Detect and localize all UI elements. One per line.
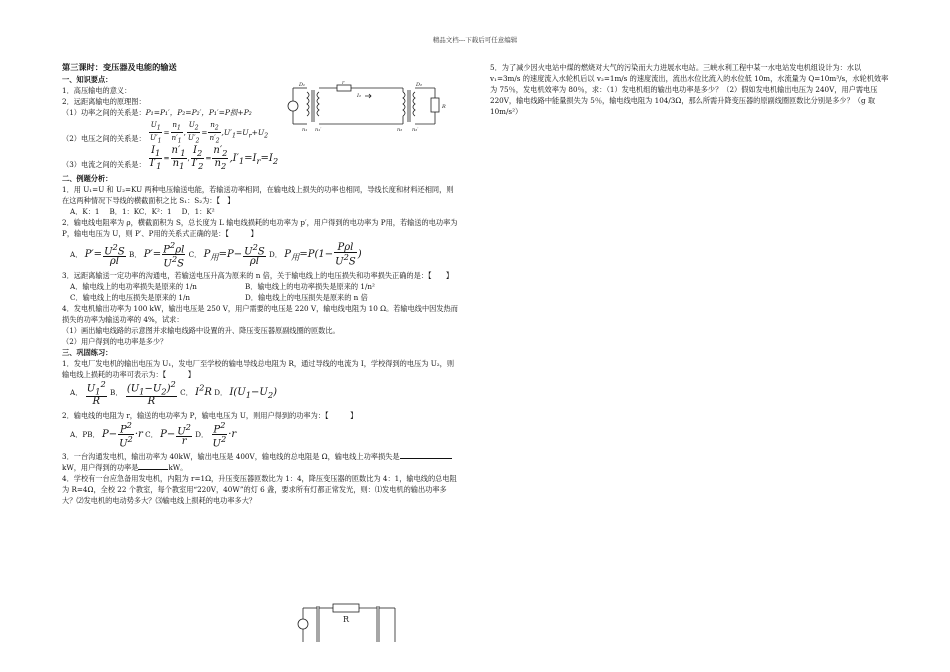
exercise-q3: 3．一台沟通发电机，输出功率为 40kW，输出电压是 400V，输电线的总电阻是 Ω，输电线上功率损失是kW，用户得到的功率是 kW。 [62,451,460,473]
answer-blank-loss[interactable] [400,451,430,459]
question-5: 5．为了减少因火电站中煤的燃烧对大气的污染而大力进展水电站。三峡水利工程中某一水电站发电机组设计为：水以 v₁=3m/s 的速度流入水轮机后以 v₂=1m/s 的速度流出，流出水位比流入的水位低 10m，水流量为 Q=10m³/s，水轮机效率为 75％，发电机效率为 80％，求：（1）发电机组的输出电功率是多少？（2）假如发电机输出电压为 240V，用户需电压 220V，输电线路中能量损失为 5％，输电线电阻为 104/3Ω，那么所需升降变压器的原副线圈匝数比分别是多少？（g 取 10m/s²） [490,63,889,116]
diagram-label-i2: I₂ [357,93,361,99]
formula-i1-ratio: $\frac{I_1}{I'_1}$ [149,145,162,171]
exercise-q4: 4．学校有一台应急备用发电机，内阻为 r=1Ω，升压变压器匝数比为 1：4，降压变压器的匝数比为 4：1，输电线的总电阻为 R=4Ω，全校 22 个教室，每个教室用“220V，40W”的灯 6 盏，要求所有灯都正常发光，则：⑴发电机的输出功率多大？⑵发电机的电动势多大？⑶输电线上损耗的电功率多大？ [62,474,457,505]
power-formula: P₁=P₁′，P₂=P₂′，P₁′=P损+P₂ [145,108,252,117]
diagram-label-d1: D₁ [299,82,306,88]
right-column [490,62,890,117]
diagram-label-load: R [442,104,446,110]
exercise-q2: 2．输电线的电阻为 r，输送的电功率为 P，输电电压为 U，则用户得到的功率为：【 】 [62,411,358,420]
diagram-label-n1p: n₁′ [315,127,322,132]
section-2-heading: 二、例题分析： [62,174,113,183]
page-header: 精品文档---下载后可任意编辑 [432,36,518,44]
exercise-q1-options: A． $\frac{U_1^2}{R}$ B． $\frac{(U_1-U_2)^2}{R}$ C． $I^2R$ D． $I(U_1-U_2)$ [70,379,278,408]
section-1-heading: 一、知识要点： [62,75,113,84]
exercise-circuit-diagram [295,602,415,644]
diagram-label-n2p: n₂′ [412,127,419,132]
answer-blank-user-power[interactable] [138,462,168,470]
example-q2-options: A． P′= $\frac{U^2S}{\rho l}$ B． P′= $\frac{P^2\rho l}{U^2S}$ C． $P_用=P-$ $\frac{U^2S}{\rho l}$ D． $P_用=P(1-$ $\frac{\text{Pρl}}{U^2S}$ ) [70,240,362,270]
item-principle: 2．远距离输电的原理图： [62,97,146,106]
item-significance: 1．高压输电的意义： [62,86,132,95]
example-q4: 4．发电机输出功率为 100 kW，输出电压是 250 V，用户需要的电压是 220 V，输电线电阻为 10 Ω。若输电线中因发热而损失的功率为输送功率的 4%，试求： [62,304,458,324]
diagram-label-n2: n₂ [397,127,403,132]
example-q1: 1．用 U₁=U 和 U₂=KU 两种电压输送电能，若输送功率相同，在输电线上损失的功率也相同，导线长度和材料还相同，则在这两种情况下导线的横截面积之比 S₁：S₂为：【 】 [62,185,454,205]
diagram-label-r: r [342,80,345,86]
exercise-q2-options: A．PB． P− $\frac{P^2}{U^2}$ ·r C． P− $\frac{U^2}{r}$ D． $\frac{P^2}{U^2}$ ·r [70,420,237,450]
example-q2: 2．输电线电阻率为 ρ，横截面积为 S，总长度为 L 输电线损耗的电功率为 p′，用户得到的电功率为 P用，若输送的电功率为 P，输电电压为 U，则 P′、P用的关系式正确的是：【 】 [62,218,458,238]
example-q4-part2: （2）用户得到的电功率是多少？ [62,337,168,346]
example-q1-options: A．K：1 B．1：KC．K²：1 D．1：K² [70,207,215,216]
example-q3-cd: C．输电线上的电压损失是原来的 1/n D．输电线上的电压损失是原来的 n 倍 [70,293,368,302]
formula-u1-ratio: $\frac{U_1}{U'_1}$ [149,120,162,145]
voltage-relation: （2）电压之间的关系是： $\frac{U_1}{U'_1}$ = $\frac{n_1}{n'_1}$ , $\frac{U_2}{U'_2}$ = $\frac{n_2}{n'_2}$ $,U'_1=U_r+U_2$ [62,120,269,145]
power-relation: （1）功率之间的关系是：P₁=P₁′，P₂=P₂′，P₁′=P损+P₂ [62,108,252,117]
diagram-label-n1: n₁ [302,127,308,132]
example-q3-ab: A．输电线上的电功率损失是原来的 1/n B．输电线上的电功率损失是原来的 1/n² [70,282,375,291]
exercise-q1: 1．发电厂发电机的输出电压为 U₁，发电厂至学校的输电导线总电阻为 R，通过导线的电流为 I，学校得到的电压为 U₂，则输电线上损耗的功率可表示为：【 】 [62,359,455,379]
transmission-circuit-diagram [285,80,455,132]
resistor-label: R [343,615,350,624]
diagram-label-d2: D₂ [416,82,423,88]
example-q4-part1: （1）画出输电线路的示意图并求输电线路中设置的升、降压变压器原副线圈的匝数比。 [62,326,340,335]
current-relation: （3）电流之间的关系是： $\frac{I_1}{I'_1}$ = $\frac{n'_1}{n_1}$ , $\frac{I_2}{I'_2}$ = $\frac{n'_2}{n_2}$ $,I'_1=I_r=I_2$ [62,145,279,171]
lesson-title: 第三课时：变压器及电能的输送 [62,62,177,72]
section-3-heading: 三、巩固练习： [62,348,113,357]
example-q3: 3．远距离输送一定功率的沟通电，若输送电压升高为原来的 n 倍，关于输电线上的电压损失和功率损失正确的是：【 】 [62,271,454,280]
